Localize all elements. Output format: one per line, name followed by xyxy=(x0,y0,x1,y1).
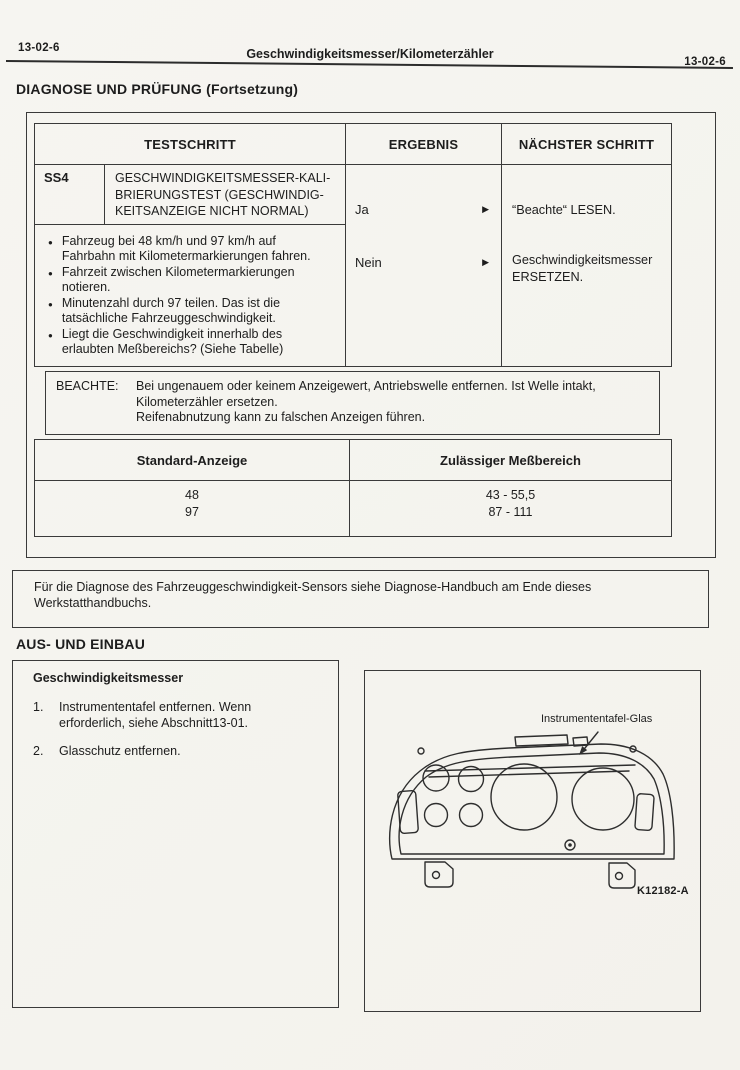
bullet-icon: ● xyxy=(48,299,53,309)
test-step-id: SS4 xyxy=(35,165,105,224)
beachte-line: Reifenabnutzung kann zu falschen Anzeigen führen. xyxy=(136,410,426,424)
sensor-diagnosis-note xyxy=(12,570,709,628)
bullet-icon: ● xyxy=(48,268,53,278)
arrow-right-icon: ▶ xyxy=(482,204,489,214)
beachte-text xyxy=(136,379,596,434)
step-title-line: BRIERUNGSTEST (GESCHWINDIG- xyxy=(115,187,324,202)
removal-subheading: Geschwindigkeitsmesser xyxy=(33,671,184,685)
table-cell: 97 xyxy=(185,505,199,519)
test-step-table xyxy=(34,123,672,367)
standard-values-table xyxy=(34,439,672,537)
test-step-row xyxy=(35,165,345,225)
condition-label: Nein xyxy=(355,255,382,270)
result-condition-nein xyxy=(355,255,489,270)
list-item xyxy=(48,265,345,296)
column-header-ergebnis: ERGEBNIS xyxy=(346,124,501,165)
table-cell: 87 - 111 xyxy=(488,505,533,519)
column-header-messbereich: Zulässiger Meßbereich xyxy=(440,452,581,468)
condition-label: Ja xyxy=(355,202,369,217)
ergebnis-column xyxy=(346,124,502,366)
next-step-ja xyxy=(512,202,616,219)
beachte-label: BEACHTE: xyxy=(56,379,119,393)
testschritt-column xyxy=(35,124,346,366)
test-step-title xyxy=(105,165,330,224)
bullet-text: Fahrzeit zwischen Kilometermarkierungen notieren. xyxy=(61,264,295,294)
figure-box xyxy=(364,670,701,1012)
page-number-left: 13-02-6 xyxy=(18,42,60,54)
beachte-line: Bei ungenauem oder keinem Anzeigewert, Antriebswelle entfernen. Ist Welle intakt, xyxy=(136,379,596,393)
action-line: Geschwindigkeitsmesser xyxy=(512,253,653,267)
step-title-line: KEITSANZEIGE NICHT NORMAL) xyxy=(115,204,309,218)
naechster-schritt-body xyxy=(502,165,671,366)
numbered-step xyxy=(33,700,338,731)
next-step-nein xyxy=(512,252,652,285)
removal-instructions-box xyxy=(12,660,339,1008)
bullet-icon: ● xyxy=(48,237,53,247)
testschritt-body xyxy=(35,165,345,366)
action-line: ERSETZEN. xyxy=(512,269,584,284)
header-rule xyxy=(6,60,733,69)
table-cell: 48 xyxy=(185,488,199,502)
list-item xyxy=(48,296,345,327)
action-line: “Beachte“ LESEN. xyxy=(512,203,616,217)
column-header-standard-anzeige: Standard-Anzeige xyxy=(35,440,350,480)
step-title-line: GESCHWINDIGKEITSMESSER-KALI- xyxy=(115,171,331,185)
beachte-line: Kilometerzähler ersetzen. xyxy=(136,394,278,409)
note-line: Werkstatthandbuchs. xyxy=(34,595,152,610)
removal-heading: AUS- UND EINBAU xyxy=(16,636,145,652)
figure-id: K12182-A xyxy=(637,885,689,897)
figure-callout: Instrumententafel-Glas xyxy=(541,713,653,725)
bullet-text: Minutenzahl durch 97 teilen. Das ist die tatsächliche Fahrzeuggeschwindigkeit. xyxy=(61,295,281,325)
page-number-right: 13-02-6 xyxy=(684,56,726,68)
beachte-note xyxy=(45,371,660,435)
column-header-testschritt: TESTSCHRITT xyxy=(35,124,345,165)
result-condition-ja xyxy=(355,202,489,217)
standard-table-body xyxy=(35,481,671,536)
bullet-text: Fahrzeug bei 48 km/h und 97 km/h auf Fahrbahn mit Kilometermarkierungen fahren. xyxy=(61,233,311,263)
standard-table-header xyxy=(35,440,671,481)
table-cell: 43 - 55,5 xyxy=(485,488,536,502)
step-text: Glasschutz entfernen. xyxy=(59,744,181,758)
ergebnis-body xyxy=(346,165,501,366)
step-text: Instrumententafel entfernen. Wenn erforderlich, siehe Abschnitt13-01. xyxy=(59,700,252,730)
step-number: 1. xyxy=(33,700,44,714)
standard-values xyxy=(35,481,350,536)
column-header-naechster-schritt: NÄCHSTER SCHRITT xyxy=(502,124,671,165)
bullet-icon: ● xyxy=(48,330,53,340)
procedure-bullet-list xyxy=(35,225,345,358)
section-heading: DIAGNOSE UND PRÜFUNG (Fortsetzung) xyxy=(16,81,299,97)
page-title: Geschwindigkeitsmesser/Kilometerzähler xyxy=(246,47,494,61)
list-item xyxy=(48,327,345,358)
naechster-schritt-column xyxy=(502,124,671,366)
arrow-right-icon: ▶ xyxy=(482,257,489,267)
note-line: Für die Diagnose des Fahrzeuggeschwindigkeit-Sensors siehe Diagnose-Handbuch am Ende dieses xyxy=(34,580,592,594)
diagnosis-table-container xyxy=(26,112,716,558)
range-values xyxy=(350,481,671,536)
list-item xyxy=(48,234,345,265)
numbered-step xyxy=(33,744,338,760)
step-number: 2. xyxy=(33,744,44,758)
bullet-text: Liegt die Geschwindigkeit innerhalb des erlaubten Meßbereichs? (Siehe Tabelle) xyxy=(61,326,284,356)
